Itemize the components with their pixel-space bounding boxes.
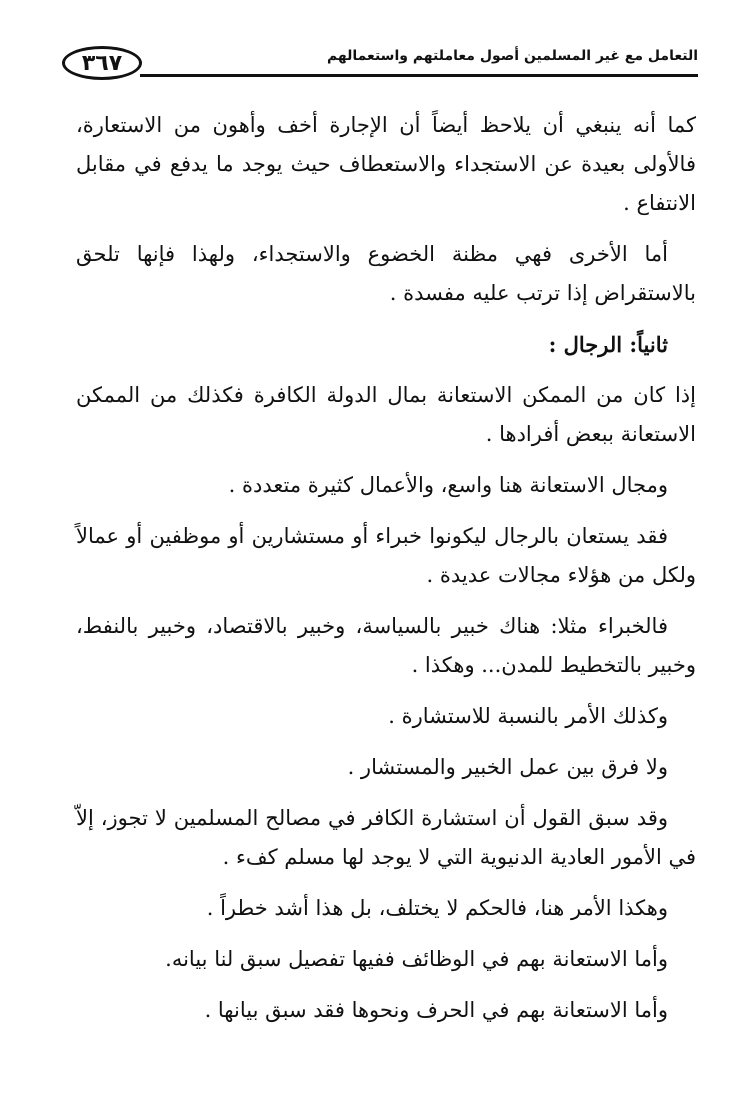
paragraph: إذا كان من الممكن الاستعانة بمال الدولة الكافرة فكذلك من الممكن الاستعانة ببعض أفرادها . (76, 383, 696, 446)
section-heading: ثانياً: الرجال : (548, 332, 668, 357)
paragraph: كما أنه ينبغي أن يلاحظ أيضاً أن الإجارة أخف وأهون من الاستعارة، فالأولى بعيدة عن الاستجداء والاستعطاف حيث يوجد ما يدفع في مقابل الانتفاع . (76, 113, 696, 215)
paragraph: وكذلك الأمر بالنسبة للاستشارة . (388, 704, 668, 728)
page-header (62, 44, 698, 84)
paragraph: فالخبراء مثلا: هناك خبير بالسياسة، وخبير بالاقتصاد، وخبير بالنفط، وخبير بالتخطيط للمدن... وهكذا . (76, 614, 696, 677)
paragraph: أما الأخرى فهي مظنة الخضوع والاستجداء، ولهذا فإنها تلحق بالاستقراض إذا ترتب عليه مفسدة . (76, 242, 696, 305)
page-number: ٣٦٧ (62, 46, 142, 80)
paragraph: ومجال الاستعانة هنا واسع، والأعمال كثيرة متعددة . (228, 473, 668, 497)
paragraph: ولا فرق بين عمل الخبير والمستشار . (347, 755, 668, 779)
running-title: التعامل مع غير المسلمين أصول معاملتهم واستعمالهم (326, 48, 698, 64)
paragraph: وهكذا الأمر هنا، فالحكم لا يختلف، بل هذا أشد خطراً . (206, 896, 668, 920)
paragraph: وقد سبق القول أن استشارة الكافر في مصالح المسلمين لا تجوز، إلاّ في الأمور العادية الدنيوية التي لا يوجد لها مسلم كفء . (76, 806, 696, 869)
header-rule (140, 74, 698, 77)
paragraph: وأما الاستعانة بهم في الحرف ونحوها فقد سبق بيانها . (204, 998, 668, 1022)
paragraph: فقد يستعان بالرجال ليكونوا خبراء أو مستشارين أو موظفين أو عمالاً ولكل من هؤلاء مجالات عديدة . (76, 524, 696, 587)
paragraph: وأما الاستعانة بهم في الوظائف ففيها تفصيل سبق لنا بيانه. (165, 947, 668, 971)
page-body (76, 106, 696, 1042)
